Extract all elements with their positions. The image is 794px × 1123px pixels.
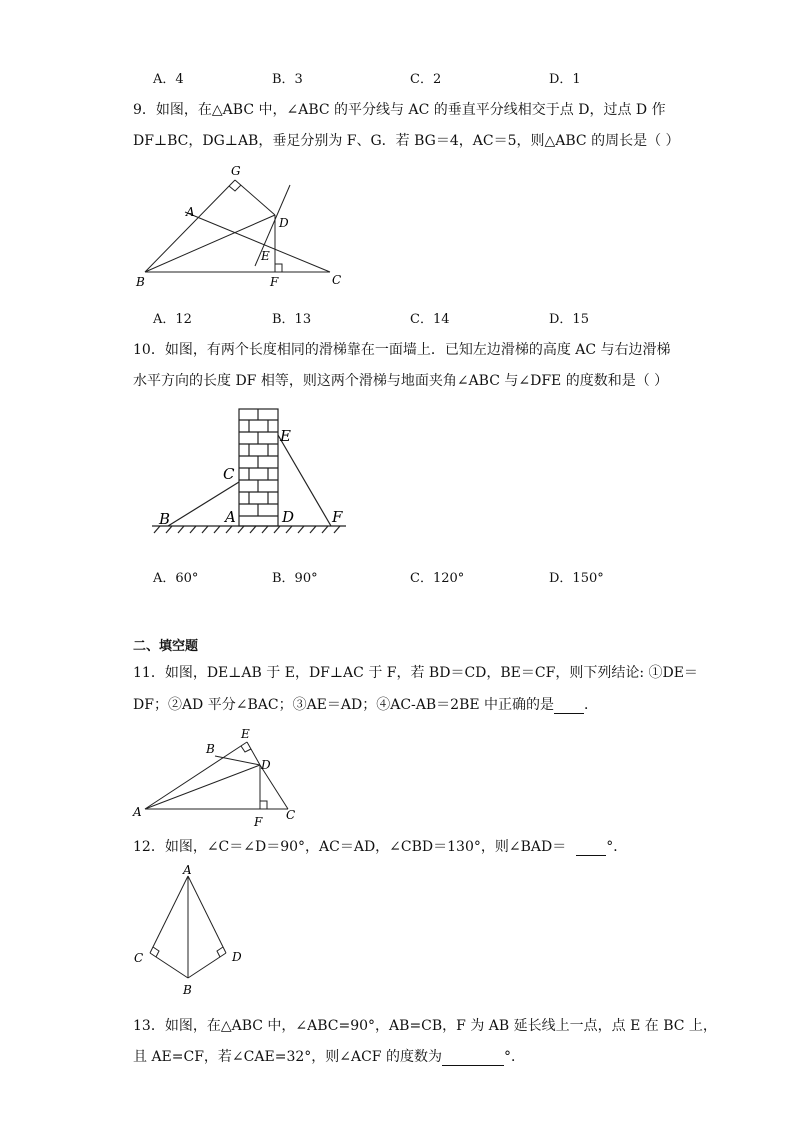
q13-text-line2-pre: 且 AE=CF，若∠CAE=32°，则∠ACF 的度数为 — [133, 1049, 442, 1065]
q10-option-a: A．60° — [153, 571, 199, 586]
q10-label-b: B — [159, 510, 171, 528]
q10-figure — [150, 405, 360, 540]
q9-label-d: D — [279, 216, 289, 230]
q12-label-d: D — [232, 950, 242, 964]
q9-option-d: D．15 — [549, 312, 589, 327]
q10-label-d: D — [282, 508, 295, 526]
q13-text-line1: 13．如图，在△ABC 中，∠ABC=90°，AB=CB，F 为 AB 延长线上一点，点 E 在 BC 上， — [133, 1018, 717, 1034]
q9-text-line2: DF⊥BC，DG⊥AB，垂足分别为 F、G．若 BG＝4，AC＝5，则△ABC 的周长是（ ） — [133, 133, 680, 149]
q11-label-f: F — [254, 815, 263, 829]
q10-option-b: B．90° — [272, 571, 318, 586]
q11-label-b: B — [206, 742, 215, 756]
q9-label-c: C — [332, 273, 342, 287]
q10-label-a: A — [225, 508, 236, 526]
q8-option-d: D．1 — [549, 72, 581, 87]
q10-label-c: C — [223, 465, 235, 483]
q9-text-line1: 9．如图，在△ABC 中，∠ABC 的平分线与 AC 的垂直平分线相交于点 D，过点 D 作 — [133, 102, 666, 118]
q12-figure — [128, 863, 253, 1001]
q12-label-c: C — [134, 951, 144, 965]
q9-label-e: E — [261, 249, 270, 263]
q11-label-c: C — [286, 808, 296, 822]
q12-answer-blank[interactable] — [576, 839, 606, 856]
q9-label-f: F — [270, 275, 279, 289]
q13-text-line2 — [133, 1046, 525, 1066]
q9-option-c: C．14 — [410, 312, 450, 327]
q9-label-g: G — [231, 164, 241, 178]
q12-text-pre: 12．如图，∠C＝∠D＝90°，AC＝AD，∠CBD＝130°，则∠BAD＝ — [133, 839, 567, 855]
q10-option-d: D．150° — [549, 571, 604, 586]
q11-text-line2-pre: DF；②AD 平分∠BAC；③AE＝AD；④AC-AB＝2BE 中正确的是 — [133, 697, 555, 713]
q9-option-b: B．13 — [272, 312, 312, 327]
q11-text-line1: 11．如图，DE⊥AB 于 E，DF⊥AC 于 F，若 BD＝CD，BE＝CF，则下列结论: ①DE＝ — [133, 665, 698, 681]
q11-label-a: A — [133, 805, 142, 819]
section-title-fill-in: 二、填空题 — [133, 639, 199, 654]
q11-answer-blank[interactable] — [554, 697, 584, 714]
q12-text-post: °． — [606, 839, 628, 855]
q11-text-line2-post: ． — [584, 697, 599, 713]
q10-text-line2: 水平方向的长度 DF 相等，则这两个滑梯与地面夹角∠ABC 与∠DFE 的度数和是（ ） — [133, 373, 669, 389]
q10-text-line1: 10．如图，有两个长度相同的滑梯靠在一面墙上．已知左边滑梯的高度 AC 与右边滑梯 — [133, 342, 671, 358]
q9-figure — [130, 160, 360, 295]
q11-label-e: E — [241, 727, 250, 741]
q9-option-a: A．12 — [153, 312, 192, 327]
q11-label-d: D — [261, 758, 271, 772]
q9-label-b: B — [136, 275, 145, 289]
q9-label-a: A — [186, 205, 195, 219]
q10-label-f: F — [332, 508, 343, 526]
q10-option-c: C．120° — [410, 571, 465, 586]
q10-label-e: E — [280, 427, 291, 445]
q8-option-a: A．4 — [153, 72, 184, 87]
q13-text-line2-post: °． — [503, 1049, 525, 1065]
q8-option-b: B．3 — [272, 72, 303, 87]
q8-option-c: C．2 — [410, 72, 442, 87]
q13-answer-blank[interactable] — [442, 1049, 504, 1066]
q12-label-b: B — [183, 983, 192, 997]
q11-figure — [130, 728, 305, 833]
q12-text — [133, 836, 627, 856]
q11-text-line2 — [133, 694, 598, 714]
q12-label-a: A — [183, 863, 192, 877]
